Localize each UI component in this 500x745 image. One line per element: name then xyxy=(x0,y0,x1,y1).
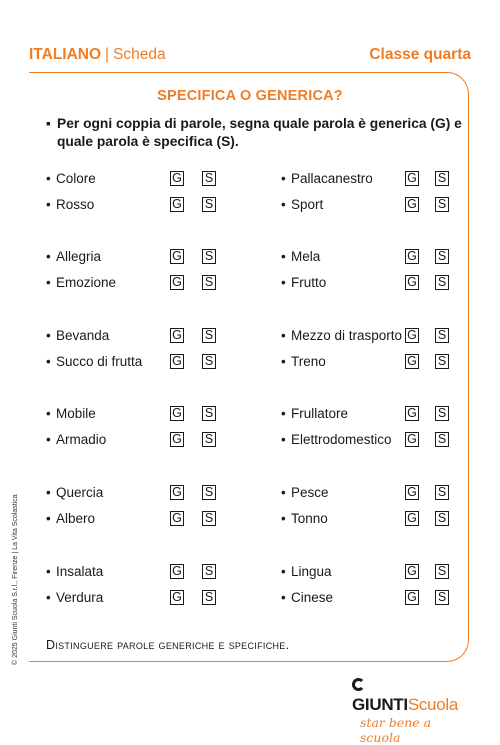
word-label: Mezzo di trasporto xyxy=(291,328,403,343)
specific-checkbox[interactable]: S xyxy=(435,511,449,526)
word-item xyxy=(46,431,218,449)
word-item xyxy=(46,170,218,188)
word-item xyxy=(281,484,451,502)
generic-checkbox[interactable]: G xyxy=(170,590,184,605)
generic-checkbox[interactable]: G xyxy=(405,590,419,605)
word-label: Mela xyxy=(291,249,321,264)
instruction-text: Per ogni coppia di parole, segna quale parola è generica (G) e quale parola è specifica (S). xyxy=(57,116,462,149)
word-item xyxy=(46,510,218,528)
exercise-title: SPECIFICA O GENERICA? xyxy=(157,88,343,104)
generic-checkbox[interactable]: G xyxy=(405,328,419,343)
specific-checkbox[interactable]: S xyxy=(435,171,449,186)
word-label: Emozione xyxy=(56,275,117,290)
header-left xyxy=(29,46,166,64)
word-item xyxy=(281,589,451,607)
bullet: • xyxy=(281,511,286,526)
word-item xyxy=(46,484,218,502)
word-label: Frullatore xyxy=(291,406,349,421)
bullet: • xyxy=(46,328,51,343)
generic-checkbox[interactable]: G xyxy=(170,275,184,290)
bullet: • xyxy=(46,354,51,369)
word-item xyxy=(46,563,218,581)
word-label: Pallacanestro xyxy=(291,171,373,186)
word-label: Bevanda xyxy=(56,328,110,343)
specific-checkbox[interactable]: S xyxy=(202,197,216,212)
specific-checkbox[interactable]: S xyxy=(435,249,449,264)
specific-checkbox[interactable]: S xyxy=(202,328,216,343)
specific-checkbox[interactable]: S xyxy=(202,485,216,500)
word-item xyxy=(46,327,218,345)
word-label: Verdura xyxy=(56,590,104,605)
specific-checkbox[interactable]: S xyxy=(202,432,216,447)
word-label: Cinese xyxy=(291,590,334,605)
generic-checkbox[interactable]: G xyxy=(405,485,419,500)
word-label: Frutto xyxy=(291,275,327,290)
word-label: Armadio xyxy=(56,432,107,447)
generic-checkbox[interactable]: G xyxy=(405,171,419,186)
word-label: Succo di frutta xyxy=(56,354,143,369)
bullet: • xyxy=(46,249,51,264)
giunti-logo-icon xyxy=(352,678,365,691)
generic-checkbox[interactable]: G xyxy=(405,511,419,526)
logo-brand-sub: Scuola xyxy=(407,695,458,714)
word-item xyxy=(46,196,218,214)
logo-brand xyxy=(352,675,472,715)
bullet: • xyxy=(281,406,286,421)
word-item xyxy=(281,431,451,449)
generic-checkbox[interactable]: G xyxy=(405,275,419,290)
word-label: Rosso xyxy=(56,197,95,212)
word-item xyxy=(281,196,451,214)
word-item xyxy=(281,327,451,345)
sheet-type-label: Scheda xyxy=(113,46,166,63)
specific-checkbox[interactable]: S xyxy=(202,354,216,369)
generic-checkbox[interactable]: G xyxy=(170,197,184,212)
bullet: • xyxy=(46,275,51,290)
word-label: Treno xyxy=(291,354,326,369)
copyright-text: © 2025 Giunti Scuola S.r.l., Firenze | La Vita Scolastica xyxy=(12,494,19,665)
bullet: • xyxy=(46,511,51,526)
bullet: • xyxy=(281,328,286,343)
bullet: • xyxy=(46,590,51,605)
word-item xyxy=(46,353,218,371)
generic-checkbox[interactable]: G xyxy=(170,564,184,579)
generic-checkbox[interactable]: G xyxy=(405,564,419,579)
bullet: • xyxy=(46,171,51,186)
word-item xyxy=(281,170,451,188)
generic-checkbox[interactable]: G xyxy=(405,197,419,212)
word-label: Pesce xyxy=(291,485,329,500)
word-label: Tonno xyxy=(291,511,328,526)
word-item xyxy=(46,274,218,292)
bullet: • xyxy=(281,275,286,290)
word-label: Lingua xyxy=(291,564,332,579)
bullet: • xyxy=(281,432,286,447)
bullet: • xyxy=(281,354,286,369)
generic-checkbox[interactable]: G xyxy=(170,171,184,186)
specific-checkbox[interactable]: S xyxy=(435,197,449,212)
subject-label: ITALIANO xyxy=(29,46,102,63)
specific-checkbox[interactable]: S xyxy=(202,590,216,605)
class-label: Classe quarta xyxy=(369,46,471,63)
instruction-bullet: ▪ xyxy=(46,116,51,131)
word-label: Albero xyxy=(56,511,96,526)
generic-checkbox[interactable]: G xyxy=(170,328,184,343)
generic-checkbox[interactable]: G xyxy=(170,354,184,369)
bullet: • xyxy=(281,485,286,500)
bullet: • xyxy=(46,432,51,447)
publisher-logo xyxy=(352,675,472,745)
specific-checkbox[interactable]: S xyxy=(202,564,216,579)
bullet: • xyxy=(281,249,286,264)
generic-checkbox[interactable]: G xyxy=(170,249,184,264)
word-item xyxy=(281,248,451,266)
word-label: Colore xyxy=(56,171,96,186)
specific-checkbox[interactable]: S xyxy=(202,406,216,421)
bullet: • xyxy=(46,564,51,579)
word-item xyxy=(46,589,218,607)
logo-tagline: star bene a scuola xyxy=(360,715,432,745)
task-objective: Distinguere parole generiche e specifiche. xyxy=(46,638,290,652)
word-label: Allegria xyxy=(56,249,102,264)
specific-checkbox[interactable]: S xyxy=(435,406,449,421)
word-item xyxy=(281,563,451,581)
specific-checkbox[interactable]: S xyxy=(435,485,449,500)
word-label: Elettrodomestico xyxy=(291,432,392,447)
generic-checkbox[interactable]: G xyxy=(405,432,419,447)
bullet: • xyxy=(281,197,286,212)
word-item xyxy=(46,248,218,266)
generic-checkbox[interactable]: G xyxy=(405,406,419,421)
word-item xyxy=(281,353,451,371)
logo-brand-main: GIUNTI xyxy=(352,695,408,714)
specific-checkbox[interactable]: S xyxy=(202,249,216,264)
specific-checkbox[interactable]: S xyxy=(435,328,449,343)
bullet: • xyxy=(46,406,51,421)
word-item xyxy=(46,405,218,423)
word-label: Quercia xyxy=(56,485,104,500)
specific-checkbox[interactable]: S xyxy=(202,171,216,186)
specific-checkbox[interactable]: S xyxy=(435,590,449,605)
bullet: • xyxy=(46,485,51,500)
specific-checkbox[interactable]: S xyxy=(202,275,216,290)
generic-checkbox[interactable]: G xyxy=(405,249,419,264)
generic-checkbox[interactable]: G xyxy=(170,511,184,526)
generic-checkbox[interactable]: G xyxy=(170,406,184,421)
bullet: • xyxy=(281,564,286,579)
word-label: Insalata xyxy=(56,564,104,579)
word-item xyxy=(281,405,451,423)
bullet: • xyxy=(46,197,51,212)
word-label: Sport xyxy=(291,197,324,212)
specific-checkbox[interactable]: S xyxy=(435,275,449,290)
specific-checkbox[interactable]: S xyxy=(435,564,449,579)
specific-checkbox[interactable]: S xyxy=(435,354,449,369)
header-separator: | xyxy=(105,46,110,63)
bullet: • xyxy=(281,171,286,186)
word-item xyxy=(281,510,451,528)
generic-checkbox[interactable]: G xyxy=(405,354,419,369)
generic-checkbox[interactable]: G xyxy=(170,432,184,447)
word-label: Mobile xyxy=(56,406,96,421)
page-header xyxy=(29,46,471,68)
specific-checkbox[interactable]: S xyxy=(435,432,449,447)
instruction xyxy=(46,115,466,151)
specific-checkbox[interactable]: S xyxy=(202,511,216,526)
bullet: • xyxy=(281,590,286,605)
word-item xyxy=(281,274,451,292)
generic-checkbox[interactable]: G xyxy=(170,485,184,500)
